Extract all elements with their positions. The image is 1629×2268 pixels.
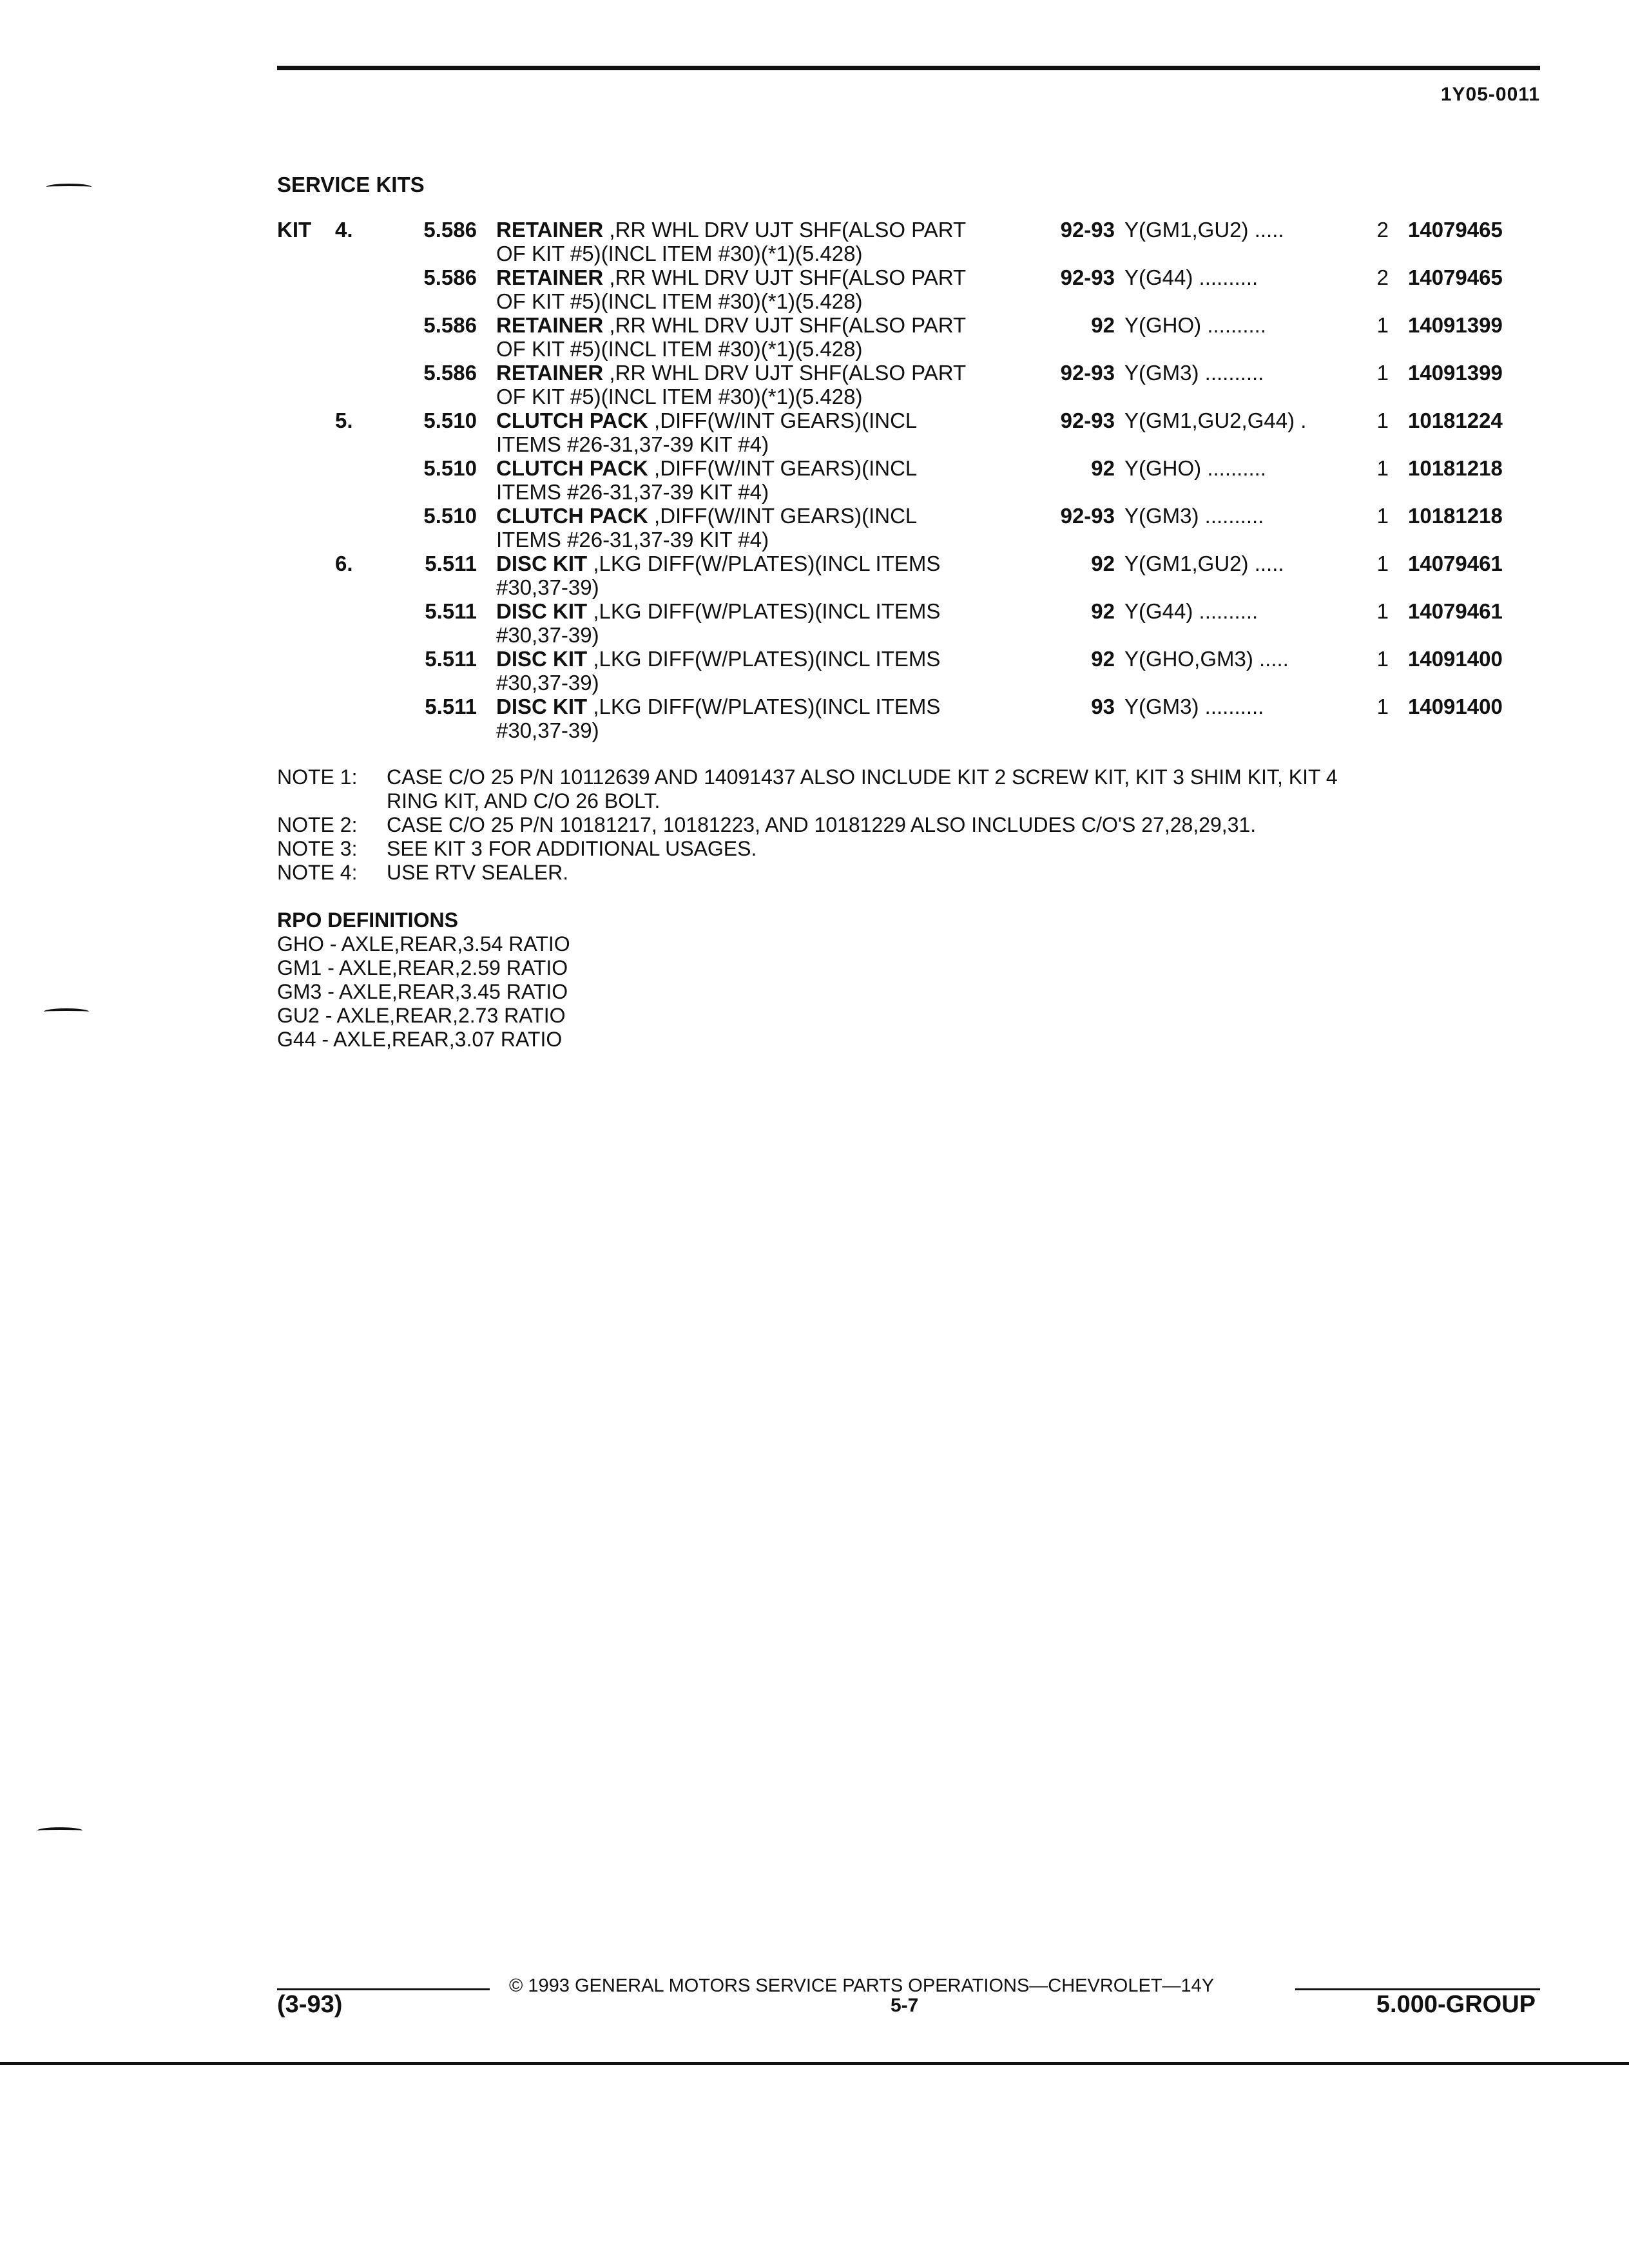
- note-text-line-1: USE RTV SEALER.: [387, 861, 569, 884]
- table-row: [0, 695, 1629, 742]
- table-row: [0, 408, 1629, 456]
- group-number: 5.586: [423, 313, 477, 337]
- section-title: SERVICE KITS: [277, 173, 425, 197]
- group-number: 5.511: [425, 552, 477, 575]
- group-reference: 5.000-GROUP: [1376, 1991, 1536, 2018]
- rpo-item: GHO - AXLE,REAR,3.54 RATIO: [277, 932, 570, 956]
- rpo-item: G44 - AXLE,REAR,3.07 RATIO: [277, 1028, 563, 1051]
- group-number: 5.511: [425, 695, 477, 718]
- note-label: NOTE 1:: [277, 765, 358, 789]
- part-name: RETAINER: [496, 218, 604, 242]
- table-row: [0, 599, 1629, 647]
- quantity: 1: [1376, 695, 1389, 718]
- quantity: 1: [1376, 408, 1389, 432]
- description-line-1: ,LKG DIFF(W/PLATES)(INCL ITEMS: [587, 695, 941, 718]
- rpo-item: GM3 - AXLE,REAR,3.45 RATIO: [277, 980, 568, 1003]
- doc-number: 1Y05-0011: [1440, 84, 1540, 105]
- table-row: [0, 361, 1629, 408]
- application: Y(GM3) ..........: [1124, 695, 1264, 718]
- note-label: NOTE 2:: [277, 813, 358, 836]
- note-item: [277, 765, 1338, 813]
- description-line-2: #30,37-39): [496, 671, 599, 695]
- note-label: NOTE 4:: [277, 861, 358, 884]
- group-number: 5.586: [423, 218, 477, 242]
- kit-number: 4.: [335, 218, 353, 242]
- application: Y(GM3) ..........: [1124, 361, 1264, 385]
- part-name: RETAINER: [496, 265, 604, 289]
- description: [496, 599, 940, 647]
- description-line-2: #30,37-39): [496, 623, 599, 647]
- group-number: 5.511: [425, 599, 477, 623]
- part-number: 14079461: [1408, 599, 1503, 623]
- part-number: 14091400: [1408, 647, 1503, 671]
- part-name: RETAINER: [496, 313, 604, 337]
- header-rule: [277, 66, 1540, 70]
- table-row: [0, 218, 1629, 265]
- note-text-line-1: CASE C/O 25 P/N 10181217, 10181223, AND 10181229 ALSO INCLUDES C/O'S 27,28,29,31.: [387, 813, 1257, 836]
- revision-date: (3-93): [277, 1991, 343, 2018]
- description: [496, 456, 917, 504]
- model-years: 92-93: [1060, 265, 1115, 289]
- page-number: 5-7: [891, 1995, 919, 2016]
- description: [496, 218, 966, 265]
- group-number: 5.586: [423, 265, 477, 289]
- table-row: [0, 504, 1629, 552]
- description-line-2: #30,37-39): [496, 575, 599, 599]
- rpo-definitions: [277, 908, 570, 1052]
- model-years: 92-93: [1060, 504, 1115, 528]
- note-text-line-1: SEE KIT 3 FOR ADDITIONAL USAGES.: [387, 837, 757, 860]
- group-number: 5.510: [423, 504, 477, 528]
- description-line-2: ITEMS #26-31,37-39 KIT #4): [496, 528, 769, 552]
- description-line-2: OF KIT #5)(INCL ITEM #30)(*1)(5.428): [496, 385, 863, 408]
- footer-rule-right: [1295, 1988, 1540, 1990]
- bottom-rule: [0, 2062, 1629, 2065]
- application: Y(GM3) ..........: [1124, 504, 1264, 528]
- application: Y(GHO) ..........: [1124, 313, 1267, 337]
- note-item: [277, 837, 1338, 861]
- margin-mark-1: [46, 184, 92, 190]
- group-number: 5.511: [425, 647, 477, 671]
- part-number: 14079465: [1408, 265, 1503, 289]
- quantity: 1: [1376, 313, 1389, 337]
- margin-mark-3: [37, 1827, 82, 1834]
- table-row: [0, 265, 1629, 313]
- part-name: DISC KIT: [496, 695, 588, 718]
- description: [496, 408, 917, 456]
- part-number: 14079465: [1408, 218, 1503, 242]
- margin-mark-2: [44, 1008, 89, 1015]
- model-years: 92: [1091, 599, 1115, 623]
- notes-section: [277, 765, 1338, 885]
- part-number: 10181218: [1408, 504, 1503, 528]
- footer-rule-left: [277, 1988, 490, 1990]
- description-line-1: ,RR WHL DRV UJT SHF(ALSO PART: [603, 361, 967, 385]
- application: Y(G44) ..........: [1124, 265, 1258, 289]
- quantity: 1: [1376, 504, 1389, 528]
- application: Y(GHO,GM3) .....: [1124, 647, 1289, 671]
- description-line-2: OF KIT #5)(INCL ITEM #30)(*1)(5.428): [496, 337, 863, 361]
- note-label: NOTE 3:: [277, 837, 358, 860]
- rpo-item: GM1 - AXLE,REAR,2.59 RATIO: [277, 956, 568, 979]
- description: [496, 504, 917, 552]
- description: [496, 361, 966, 408]
- model-years: 92: [1091, 647, 1115, 671]
- part-number: 14079461: [1408, 552, 1503, 575]
- description-line-2: #30,37-39): [496, 718, 599, 742]
- quantity: 1: [1376, 599, 1389, 623]
- note-item: [277, 813, 1338, 837]
- part-number: 10181224: [1408, 408, 1503, 432]
- copyright-notice: © 1993 GENERAL MOTORS SERVICE PARTS OPERATIONS—CHEVROLET—14Y: [509, 1975, 1215, 1996]
- description-line-1: ,LKG DIFF(W/PLATES)(INCL ITEMS: [587, 647, 941, 671]
- description-line-1: ,RR WHL DRV UJT SHF(ALSO PART: [603, 313, 967, 337]
- quantity: 1: [1376, 647, 1389, 671]
- group-number: 5.586: [423, 361, 477, 385]
- application: Y(GHO) ..........: [1124, 456, 1267, 480]
- part-name: DISC KIT: [496, 552, 588, 575]
- description: [496, 313, 966, 361]
- part-name: CLUTCH PACK: [496, 504, 648, 528]
- description-line-1: ,RR WHL DRV UJT SHF(ALSO PART: [603, 265, 967, 289]
- description-line-1: ,DIFF(W/INT GEARS)(INCL: [648, 456, 918, 480]
- part-name: DISC KIT: [496, 599, 588, 623]
- quantity: 1: [1376, 456, 1389, 480]
- description-line-2: OF KIT #5)(INCL ITEM #30)(*1)(5.428): [496, 289, 863, 313]
- table-row: [0, 313, 1629, 361]
- kit-number: 5.: [335, 408, 353, 432]
- part-number: 10181218: [1408, 456, 1503, 480]
- part-name: RETAINER: [496, 361, 604, 385]
- application: Y(GM1,GU2,G44) .: [1124, 408, 1307, 432]
- part-name: CLUTCH PACK: [496, 456, 648, 480]
- note-item: [277, 861, 1338, 885]
- model-years: 92: [1091, 552, 1115, 575]
- note-text-line-1: CASE C/O 25 P/N 10112639 AND 14091437 ALSO INCLUDE KIT 2 SCREW KIT, KIT 3 SHIM KIT, KIT 4: [387, 765, 1338, 789]
- description-line-1: ,DIFF(W/INT GEARS)(INCL: [648, 504, 918, 528]
- application: Y(G44) ..........: [1124, 599, 1258, 623]
- note-text-line-2: RING KIT, AND C/O 26 BOLT.: [387, 789, 660, 812]
- description: [496, 695, 940, 742]
- group-number: 5.510: [423, 456, 477, 480]
- model-years: 92-93: [1060, 361, 1115, 385]
- model-years: 92: [1091, 313, 1115, 337]
- description: [496, 552, 940, 599]
- description-line-2: OF KIT #5)(INCL ITEM #30)(*1)(5.428): [496, 242, 863, 265]
- description-line-1: ,LKG DIFF(W/PLATES)(INCL ITEMS: [587, 599, 941, 623]
- part-name: DISC KIT: [496, 647, 588, 671]
- model-years: 92-93: [1060, 408, 1115, 432]
- table-row: [0, 456, 1629, 504]
- description: [496, 647, 940, 695]
- application: Y(GM1,GU2) .....: [1124, 552, 1284, 575]
- application: Y(GM1,GU2) .....: [1124, 218, 1284, 242]
- rpo-title: RPO DEFINITIONS: [277, 908, 458, 932]
- table-row: [0, 552, 1629, 599]
- quantity: 2: [1376, 218, 1389, 242]
- part-number: 14091399: [1408, 361, 1503, 385]
- description-line-2: ITEMS #26-31,37-39 KIT #4): [496, 432, 769, 456]
- description-line-1: ,RR WHL DRV UJT SHF(ALSO PART: [603, 218, 967, 242]
- model-years: 92-93: [1060, 218, 1115, 242]
- part-name: CLUTCH PACK: [496, 408, 648, 432]
- kit-number: 6.: [335, 552, 353, 575]
- model-years: 93: [1091, 695, 1115, 718]
- description-line-1: ,DIFF(W/INT GEARS)(INCL: [648, 408, 918, 432]
- description-line-1: ,LKG DIFF(W/PLATES)(INCL ITEMS: [587, 552, 941, 575]
- model-years: 92: [1091, 456, 1115, 480]
- description: [496, 265, 966, 313]
- quantity: 1: [1376, 361, 1389, 385]
- part-number: 14091400: [1408, 695, 1503, 718]
- quantity: 1: [1376, 552, 1389, 575]
- table-row: [0, 647, 1629, 695]
- part-number: 14091399: [1408, 313, 1503, 337]
- group-number: 5.510: [423, 408, 477, 432]
- quantity: 2: [1376, 265, 1389, 289]
- rpo-item: GU2 - AXLE,REAR,2.73 RATIO: [277, 1004, 566, 1027]
- kit-label: KIT: [277, 218, 312, 242]
- description-line-2: ITEMS #26-31,37-39 KIT #4): [496, 480, 769, 504]
